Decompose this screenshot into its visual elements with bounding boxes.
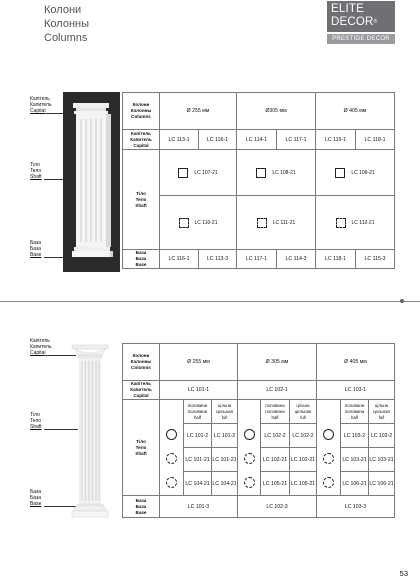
page-heading bbox=[44, 3, 89, 45]
columns-header-cell: Колони Колонны Columns bbox=[123, 344, 160, 381]
shaft-label-2: Тіло Тело Shaft bbox=[30, 412, 42, 430]
shaft-code: LC 102-2 bbox=[261, 424, 290, 448]
shaft-code: LC 101-2 bbox=[184, 424, 212, 448]
half-label: половина половина half bbox=[341, 400, 369, 424]
square-columns-table bbox=[122, 92, 395, 269]
shaft-code: LC 102-21 bbox=[261, 448, 290, 472]
base-code: LC 103-3 bbox=[317, 496, 395, 518]
base-label-1: База База Base bbox=[30, 240, 42, 258]
fluted-round-shaft-icon bbox=[244, 453, 255, 464]
base-header-cell: База База Base bbox=[123, 496, 160, 518]
page-number: 53 bbox=[399, 569, 408, 578]
shaft-code: LC 106-21 bbox=[341, 472, 369, 496]
round-column-image bbox=[68, 341, 112, 519]
brand-logo bbox=[327, 1, 395, 44]
square-shaft-icon bbox=[335, 168, 345, 178]
fluted-round-shaft-icon bbox=[244, 477, 255, 488]
fluted-round-shaft-icon bbox=[323, 453, 334, 464]
shaft-code: LC 109-21 bbox=[351, 169, 375, 176]
columns-header-cell: Колони Колонны Columns bbox=[123, 93, 160, 130]
shaft-code: LC 104-21 bbox=[212, 472, 238, 496]
diameter-305: Ø 305 мм bbox=[238, 344, 317, 381]
shaft-code: LC 110-21 bbox=[194, 219, 218, 226]
fluted-square-shaft-icon bbox=[179, 218, 189, 228]
full-label: цільна цельная full bbox=[290, 400, 317, 424]
base-code: LC 117-1 bbox=[237, 250, 277, 269]
shaft-code: LC 103-21 bbox=[341, 448, 369, 472]
shaft-code: LC 102-2 bbox=[290, 424, 317, 448]
logo-line-2: DECOR bbox=[331, 16, 374, 28]
shaft-label-1: Тіло Тело Shaft bbox=[30, 162, 42, 180]
capital-header-cell: Капітель Капитель Capital bbox=[123, 381, 160, 400]
capital-code: LC 113-1 bbox=[160, 130, 199, 150]
diameter-405: Ø 405 мм bbox=[316, 93, 395, 130]
shaft-code: LC 101-21 bbox=[184, 448, 212, 472]
diameter-255: Ø 255 мм bbox=[160, 344, 238, 381]
capital-code: LC 116-1 bbox=[199, 130, 237, 150]
fluted-square-shaft-icon bbox=[336, 218, 346, 228]
base-header-cell: База База Base bbox=[123, 250, 160, 269]
diameter-305: Ø305 мм bbox=[237, 93, 316, 130]
round-shaft-icon bbox=[166, 429, 177, 440]
base-code: LC 113-3 bbox=[199, 250, 237, 269]
half-label: половина половина half bbox=[261, 400, 290, 424]
half-label: половина половина half bbox=[184, 400, 212, 424]
capital-code: LC 115-1 bbox=[316, 130, 356, 150]
shaft-code: LC 103-2 bbox=[369, 424, 395, 448]
square-shaft-icon bbox=[178, 168, 188, 178]
shaft-code: LC 108-21 bbox=[272, 169, 296, 176]
divider-dot bbox=[400, 299, 404, 303]
shaft-code: LC 103-2 bbox=[341, 424, 369, 448]
logo-tagline: PRESTIGE DECOR bbox=[327, 34, 395, 44]
capital-code: LC 118-1 bbox=[356, 130, 395, 150]
shaft-code: LC 112-21 bbox=[351, 219, 375, 226]
fluted-square-shaft-icon bbox=[257, 218, 267, 228]
diameter-255: Ø 255 мм bbox=[160, 93, 237, 130]
capital-code: LC 117-1 bbox=[277, 130, 316, 150]
capital-code: LC 102-1 bbox=[238, 381, 317, 400]
base-label-2: База База Base bbox=[30, 489, 42, 507]
base-code: LC 102-3 bbox=[238, 496, 317, 518]
shaft-code: LC 106-21 bbox=[369, 472, 395, 496]
shaft-code: LC 101-2 bbox=[212, 424, 238, 448]
shaft-code: LC 107-21 bbox=[194, 169, 218, 176]
section-divider bbox=[0, 301, 420, 302]
shaft-code: LC 101-21 bbox=[212, 448, 238, 472]
capital-code: LC 101-1 bbox=[160, 381, 238, 400]
capital-label-1: Капітель Капитель Capital bbox=[30, 96, 52, 114]
base-code: LC 116-1 bbox=[160, 250, 199, 269]
full-label: цільна цельная full bbox=[369, 400, 395, 424]
capital-code: LC 114-1 bbox=[237, 130, 277, 150]
round-columns-table bbox=[122, 343, 395, 518]
round-shaft-icon bbox=[244, 429, 255, 440]
shaft-code: LC 105-21 bbox=[290, 472, 317, 496]
logo-registered-mark: ® bbox=[373, 19, 378, 25]
base-code: LC 118-1 bbox=[316, 250, 356, 269]
shaft-code: LC 104-21 bbox=[184, 472, 212, 496]
fluted-round-shaft-icon bbox=[323, 477, 334, 488]
fluted-round-shaft-icon bbox=[166, 477, 177, 488]
capital-label-2: Капітель Капитель Capital bbox=[30, 338, 52, 356]
logo-line-1: ELITE bbox=[331, 3, 364, 15]
heading-line-ua: Колони bbox=[44, 4, 82, 16]
shaft-header-cell: Тіло Тело Shaft bbox=[123, 400, 160, 496]
base-code: LC 115-3 bbox=[356, 250, 395, 269]
capital-code: LC 103-1 bbox=[317, 381, 395, 400]
base-code: LC 101-3 bbox=[160, 496, 238, 518]
shaft-header-cell: Тіло Тело Shaft bbox=[123, 150, 160, 250]
diameter-405: Ø 405 мм bbox=[317, 344, 395, 381]
round-shaft-icon bbox=[323, 429, 334, 440]
capital-header-cell: Капітель Капитель Capital bbox=[123, 130, 160, 150]
shaft-code: LC 102-21 bbox=[290, 448, 317, 472]
square-column-image bbox=[63, 92, 120, 272]
fluted-round-shaft-icon bbox=[166, 453, 177, 464]
shaft-code: LC 111-21 bbox=[272, 219, 296, 226]
full-label: цільна цельная full bbox=[212, 400, 238, 424]
base-code: LC 114-3 bbox=[277, 250, 316, 269]
shaft-code: LC 103-21 bbox=[369, 448, 395, 472]
square-shaft-icon bbox=[256, 168, 266, 178]
heading-line-ru: Колонны bbox=[44, 18, 89, 30]
shaft-code: LC 105-21 bbox=[261, 472, 290, 496]
heading-line-en: Columns bbox=[44, 32, 88, 44]
